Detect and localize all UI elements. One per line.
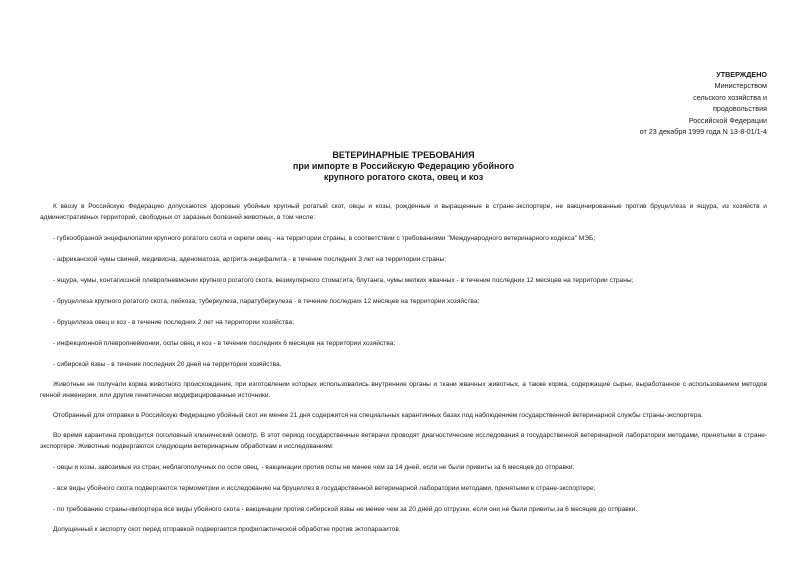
title-line: ВЕТЕРИНАРНЫЕ ТРЕБОВАНИЯ: [332, 150, 475, 160]
paragraph: К ввозу в Российскую Федерацию допускаются здоровые убойные крупный рогатый скот, овцы и козы, рожденные и выращенные в стране-экспортере, не вакцинированные против бруцеллеза и ящура, из хозяйств и административных территорий, свободных от заразных болезней животных, в том числе:: [40, 203, 767, 221]
approval-date-line: от 23 декабря 1999 года N 13-8-01/1-4: [639, 127, 767, 137]
list-item: - африканской чумы свиней, медивисна, аденоматоза, артрита-энцефалита - в течение последних 3 лет на территории страны;: [53, 256, 447, 263]
approval-line: продовольствия: [712, 104, 767, 114]
list-item: - по требованию страны-импортера все виды убойного скота - вакцинации против сибирской язвы не менее чем за 20 дней до отгрузки, если они не были привиты за 6 месяцев до отправки.: [53, 506, 638, 513]
approval-line: сельского хозяйства и: [693, 92, 767, 102]
list-item: - овцы и козы, завозимые из стран, неблагополучных по оспе овец, - вакцинации против оспы не менее чем за 14 дней, если не были привиты за 6 месяцев до отправки;: [53, 464, 575, 471]
approval-block: [640, 69, 767, 137]
list-item: - инфекционной плевропневмонии, оспы овец и коз - в течение последних 6 месяцев на территории хозяйства;: [53, 340, 396, 347]
title-line: при импорте в Российскую Федерацию убойного: [292, 161, 515, 171]
list-item: - сибирской язвы - в течение последних 20 дней на территории хозяйства.: [53, 361, 282, 368]
approval-heading: УТВЕРЖДЕНО: [716, 70, 767, 79]
paragraph: Отобранный для отправки в Российскую Федерацию убойный скот не менее 21 дня содержится на специальных карантинных базах под наблюдением государственной ветеринарной службы страны-экспортера.: [53, 412, 703, 419]
paragraph: Животные не получали корма животного происхождения, при изготовлении которых использовались внутренние органы и ткани жвачных животных, а также корма, содержащие сырье, выработанное с использованием методов генной инженерии, или другие генетически модифицированные источники.: [40, 381, 767, 399]
document-body: [40, 201, 767, 535]
paragraph: Во время карантина проводится поголовный клинический осмотр. В этот период государственные ветврачи проводят диагностические исследования в государственной ветеринарной лаборатории методами, принятыми в стране-экспортере. Животные подвергаются следующим ветеринарным обработкам и исследованиям:: [40, 432, 767, 450]
list-item: - бруцеллеза крупного рогатого скота, лейкоза, туберкулеза, паратуберкулеза - в течение последних 12 месяцев на территории хозяйства;: [53, 298, 480, 305]
list-item: - все виды убойного скота подвергаются термометрии и исследованию на бруцеллез в государственной ветеринарной лаборатории методами, принятыми в стране-экспортере;: [53, 485, 596, 492]
paragraph: Допущенный к экспорту скот перед отправкой подвергается профилактической обработке против эктопаразитов.: [53, 526, 401, 533]
approval-line: Министерством: [714, 81, 767, 91]
list-item: - бруцеллеза овец и коз - в течение последних 2 лет на территории хозяйства;: [53, 319, 294, 326]
title-line: крупного рогатого скота, овец и коз: [323, 172, 484, 182]
list-item: - губкообразной энцефалопатии крупного рогатого скота и скрепи овец - на территории страны, в соответствии с требованиями "Международного ветеринарного кодекса" МЭБ;: [53, 235, 596, 242]
document-title: [0, 150, 807, 183]
approval-line: Российской Федерации: [688, 115, 767, 125]
list-item: - ящура, чумы, контагиозной плевропневмонии крупного рогатого скота, везикулярного стоматита, блутанга, чумы мелких жвачных - в течение последних 12 месяцев на территории страны;: [53, 277, 634, 284]
